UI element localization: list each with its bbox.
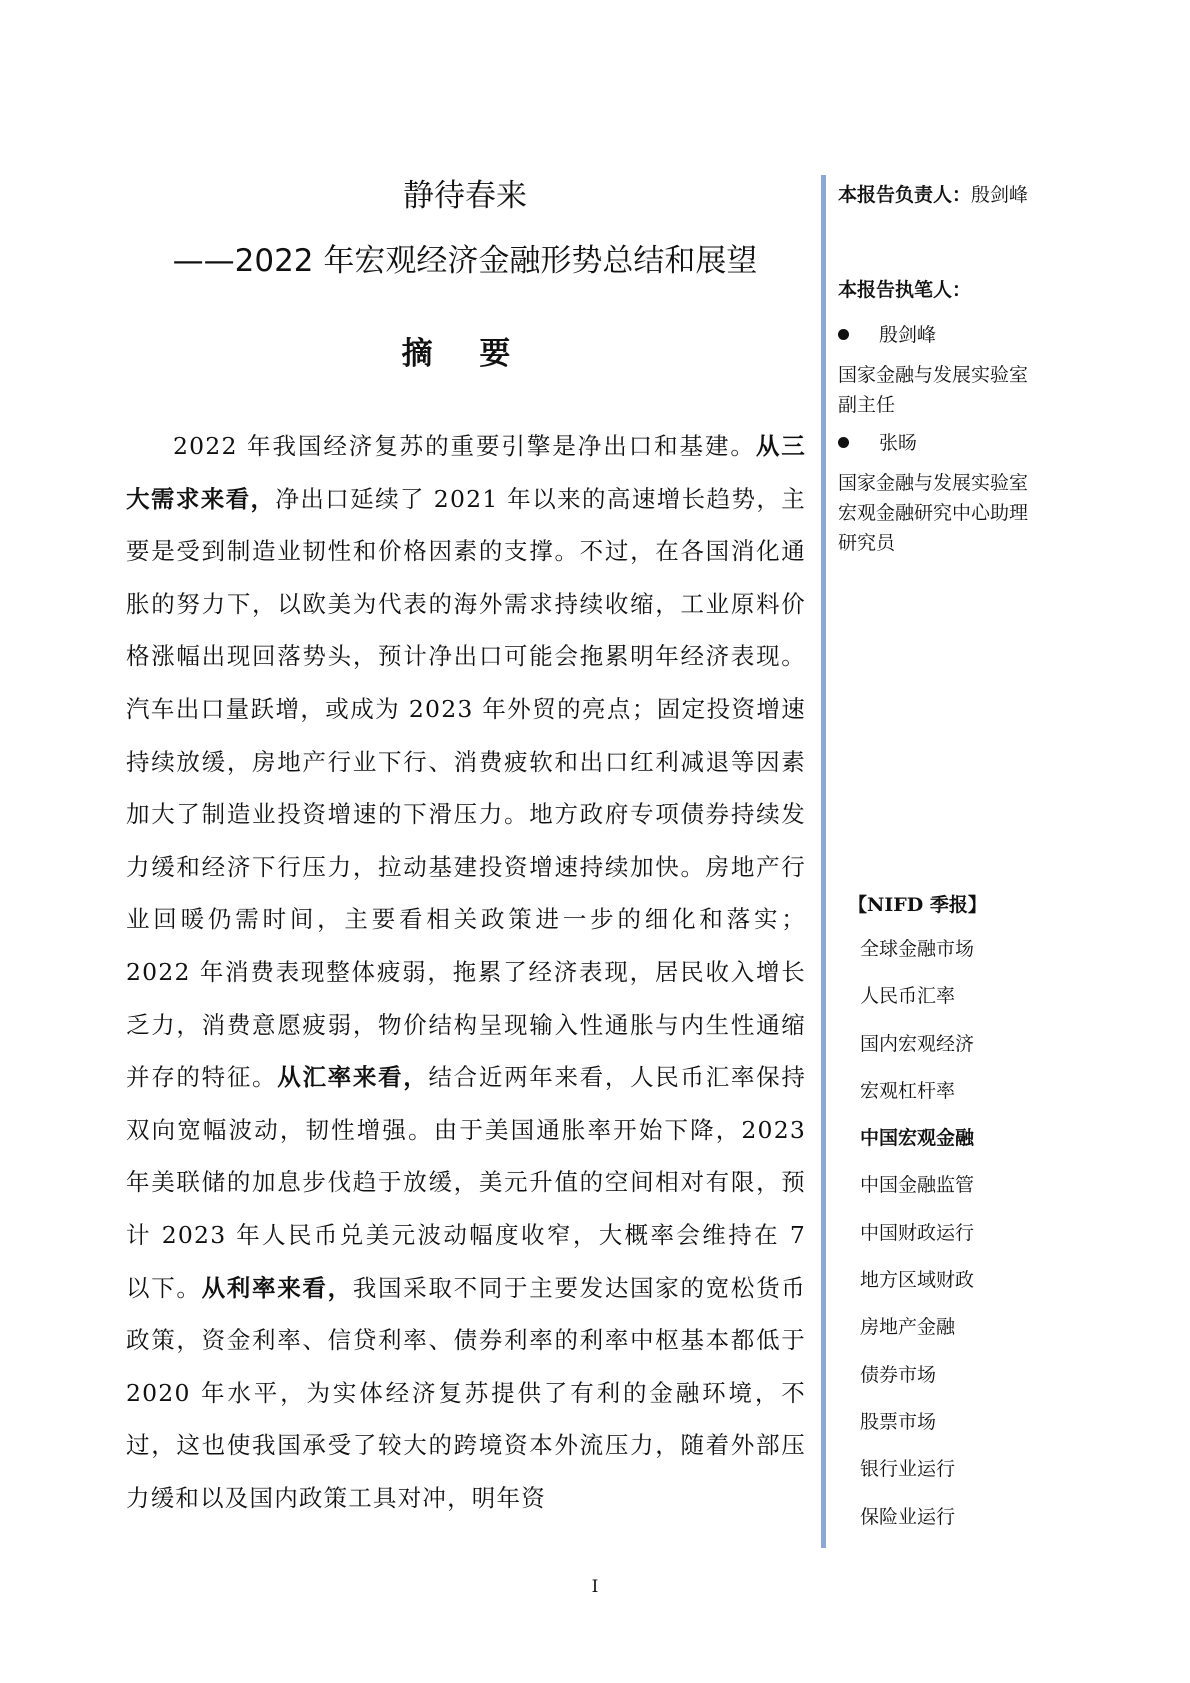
nifd-item[interactable]: 全球金融市场 bbox=[860, 938, 975, 960]
abstract-segment: 净出口延续了 2021 年以来的高速增长趋势，主要是受到制造业韧性和价格因素的支撑。不过，在各国消化通胀的努力下，以欧美为代表的海外需求持续收缩，工业原料价格涨幅出现回落势头，预计净出口可能会拖累明年经济表现。汽车出口量跃增，或成为 2023 年外贸的亮点；固定投资增速持续放缓，房地产行业下行、消费疲软和出口红利减退等因素加大了制造业投资增速的下滑压力。地方政府专项债券持续发力缓和经济下行压力，拉动基建投资增速持续加快。房地产行业回暖仍需时间，主要看相关政策进一步的细化和落实；2022 年消费表现整体疲弱，拖累了经济表现，居民收入增长乏力，消费意愿疲弱，物价结构呈现输入性通胀与内生性通缩并存的特征。 bbox=[126, 484, 807, 1092]
nifd-item[interactable]: 宏观杠杆率 bbox=[860, 1079, 956, 1102]
nifd-item[interactable]: 地方区域财政 bbox=[860, 1269, 975, 1292]
author-title-line: 国家金融与发展实验室 bbox=[838, 472, 1029, 494]
nifd-item[interactable]: 房地产金融 bbox=[860, 1316, 956, 1339]
author-entry bbox=[838, 320, 1078, 350]
author-name: 殷剑峰 bbox=[879, 324, 937, 346]
abstract-bold-segment: 从三大需求来看， bbox=[126, 432, 807, 513]
abstract-bold-segment: 从利率来看， bbox=[201, 1273, 353, 1302]
nifd-item[interactable]: 中国财政运行 bbox=[860, 1221, 975, 1244]
abstract-segment: 我国采取不同于主要发达国家的宽松货币政策，资金利率、信贷利率、债券利率的利率中枢基本都低于 2020 年水平，为实体经济复苏提供了有利的金融环境，不过，这也使我国承受了较大的跨境资本外流压力，随着外部压力缓和以及国内政策工具对冲，明年资 bbox=[126, 1273, 806, 1512]
author-entry bbox=[838, 428, 1078, 458]
nifd-item[interactable]: 中国金融监管 bbox=[860, 1174, 975, 1197]
authors-label: 本报告执笔人： bbox=[838, 279, 972, 301]
author-name: 张旸 bbox=[879, 432, 918, 454]
nifd-heading: 【NIFD 季报】 bbox=[848, 894, 987, 916]
author-title-line: 研究员 bbox=[838, 532, 896, 554]
bullet-icon bbox=[838, 437, 849, 448]
abstract-body bbox=[126, 420, 806, 1524]
abstract-bold-segment: 从汇率来看， bbox=[277, 1063, 429, 1092]
nifd-list bbox=[860, 934, 974, 1549]
responsible-line bbox=[838, 180, 1078, 210]
page-number: I bbox=[591, 1577, 599, 1597]
author-title-line: 国家金融与发展实验室 bbox=[838, 364, 1029, 386]
nifd-item[interactable]: 保险业运行 bbox=[860, 1505, 956, 1528]
author-title bbox=[838, 360, 1078, 420]
report-title: 静待春来 bbox=[403, 178, 527, 214]
nifd-item[interactable]: 银行业运行 bbox=[860, 1458, 956, 1481]
sidebar-divider bbox=[821, 175, 826, 1548]
nifd-item-active[interactable]: 中国宏观金融 bbox=[860, 1127, 975, 1150]
nifd-item[interactable]: 股票市场 bbox=[860, 1410, 937, 1433]
abstract-heading: 摘 要 bbox=[401, 336, 529, 372]
author-title bbox=[838, 468, 1078, 558]
nifd-item[interactable]: 债券市场 bbox=[860, 1363, 937, 1386]
nifd-item[interactable]: 人民币汇率 bbox=[860, 985, 956, 1008]
responsible-name: 殷剑峰 bbox=[971, 184, 1029, 206]
nifd-item[interactable]: 国内宏观经济 bbox=[860, 1032, 975, 1055]
abstract-segment: 结合近两年来看，人民币汇率保持双向宽幅波动，韧性增强。由于美国通胀率开始下降，2023 年美联储的加息步伐趋于放缓，美元升值的空间相对有限，预计 2023 年人民币兑美元波动幅度收窄，大概率会维持在 7 以下。 bbox=[126, 1063, 807, 1302]
report-subtitle: ——2022 年宏观经济金融形势总结和展望 bbox=[172, 243, 758, 279]
author-title-line: 宏观金融研究中心助理 bbox=[838, 502, 1029, 524]
author-title-line: 副主任 bbox=[838, 394, 896, 416]
bullet-icon bbox=[838, 329, 849, 340]
abstract-segment: 2022 年我国经济复苏的重要引擎是净出口和基建。 bbox=[173, 432, 756, 460]
responsible-label: 本报告负责人： bbox=[838, 184, 972, 206]
